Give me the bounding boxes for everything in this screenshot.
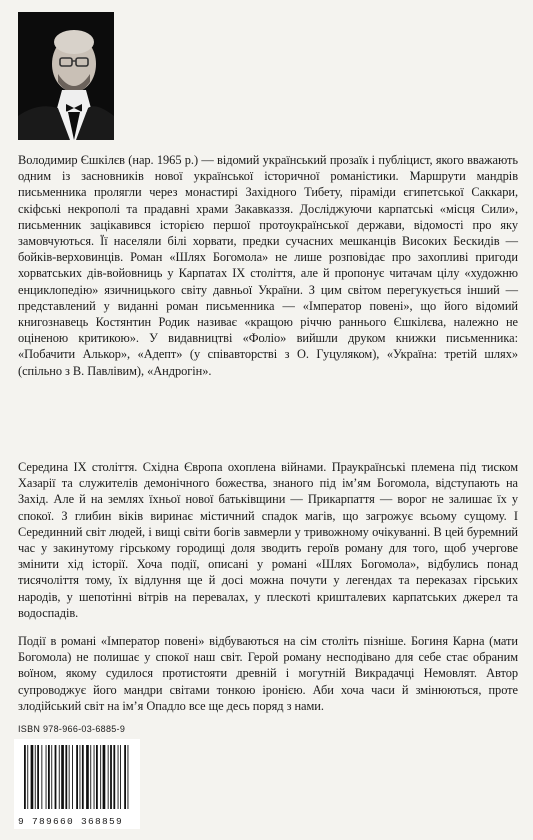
barcode-bar	[128, 745, 129, 809]
barcode	[14, 739, 140, 829]
barcode-bar	[31, 745, 34, 809]
barcode-bar	[113, 745, 115, 809]
barcode-bar	[90, 745, 91, 809]
barcode-bar	[24, 745, 26, 809]
barcode-bar	[46, 745, 47, 809]
isbn-label: ISBN 978-966-03-6885-9	[18, 724, 126, 734]
barcode-bar	[27, 745, 28, 809]
barcode-bar	[103, 745, 106, 809]
barcode-bar	[55, 745, 57, 809]
barcode-bar	[80, 745, 81, 809]
barcode-bar	[86, 745, 89, 809]
barcode-bar	[51, 745, 52, 809]
barcode-bar	[61, 745, 64, 809]
barcode-bar	[72, 745, 73, 809]
barcode-bar	[108, 745, 109, 809]
barcode-bar	[120, 745, 121, 809]
author-photo	[18, 12, 114, 140]
novel-blurb-mantis-path	[18, 459, 518, 621]
barcode-bar	[124, 745, 126, 809]
barcode-bar	[100, 745, 101, 809]
barcode-bar	[76, 745, 78, 809]
author-bio-paragraph: Володимир Єшкілєв (нар. 1965 р.) — відомий український прозаїк і публіцист, якого вважають одним із засновників нової української історичної романістики. Маршрути мандрів письменника пролягли через монастирі Західного Тибету, піраміди єгипетської Саккари, скіфські некрополі та прадавні храми Закавказзя. Досліджуючи карпатські «місця Сили», письменник зацікавився історією першої протоукраїнської держави, відомості про яку замовчуються. Її населяли білі хорвати, предки сучасних мешканців Високих Бескидів — бойків-верховинців. Роман «Шлях Богомола» не лише розповідає про захопливі пригоди хорватських дів-войовниць у Карпатах IX століття, але й пропонує читачам цілу «художню енциклопедію» язичницького світу давньої України. З цим світом перегукується інший — представлений у виданні роман письменника — «Імператор повені», що його відомий книгознавець Костянтин Родик називає «кращою річчю раннього Єшкілєва, належно не оціненою критикою». У видавництві «Фоліо» вийшли друком книжки письменника: «Побачити Алькор», «Адепт» (у співавторстві з О. Гуцуляком), «Україна: третій шлях» (спільно з В. Павлівим), «Андрогін».	[18, 153, 518, 378]
barcode-digits: 9 789660 368859	[18, 816, 124, 827]
barcode-bar	[94, 745, 95, 809]
novel-blurb-flood-emperor	[18, 633, 518, 714]
barcode-bar	[48, 745, 50, 809]
barcode-bar	[69, 745, 70, 809]
barcode-bar	[110, 745, 112, 809]
author-portrait-icon	[18, 12, 114, 140]
ean13-barcode-icon	[14, 739, 140, 815]
barcode-bar	[37, 745, 39, 809]
barcode-bar	[82, 745, 84, 809]
barcode-bar	[118, 745, 119, 809]
blurb-paragraph: Середина IX століття. Східна Європа охоплена війнами. Праукраїнські племена під тиском Хазарії та служителів демонічного божества, знаного під ім’ям Богомола, відступають на Захід. Але й на землях їхньої нової батьківщини — Прикарпаття — ворог не залишає їх у спокої. З глибин віків виринає містичний спадок магів, що загрожує всьому сущому. І Серединний світ людей, і вищі світи богів завмерли у тривожному очікуванні. В цей буремний час у закинутому гірському городищі доля зводить героїв роману для того, щоб учергове змінити хід історії. Хоча події, описані у романі «Шлях Богомола», відбулись понад тисячоліття тому, їх відлуння ще й досі можна почути у легендах та переказах гірських народів, у шепотінні вітрів на перевалах, у плескоті кришталевих карпатських джерел та водоспадів.	[18, 460, 518, 620]
barcode-bar	[59, 745, 60, 809]
barcode-bar	[96, 745, 98, 809]
blurb-paragraph: Події в романі «Імператор повені» відбуваються на сім століть пізніше. Богиня Карна (мати Богомола) не полишає у спокої наш світ. Герой роману несподівано для себе стає обраним воїном, якому судилося протистояти древній і могутній Викрадачці Немовлят. Автор супроводжує його мандри світами тонкою іронією. Аби хоча часи й змінюються, проте злодійський світ на ім’я Опадло все ще десь поряд з нами.	[18, 634, 518, 713]
barcode-bar	[65, 745, 67, 809]
barcode-bar	[35, 745, 36, 809]
author-bio	[18, 152, 518, 379]
barcode-bar	[41, 745, 42, 809]
